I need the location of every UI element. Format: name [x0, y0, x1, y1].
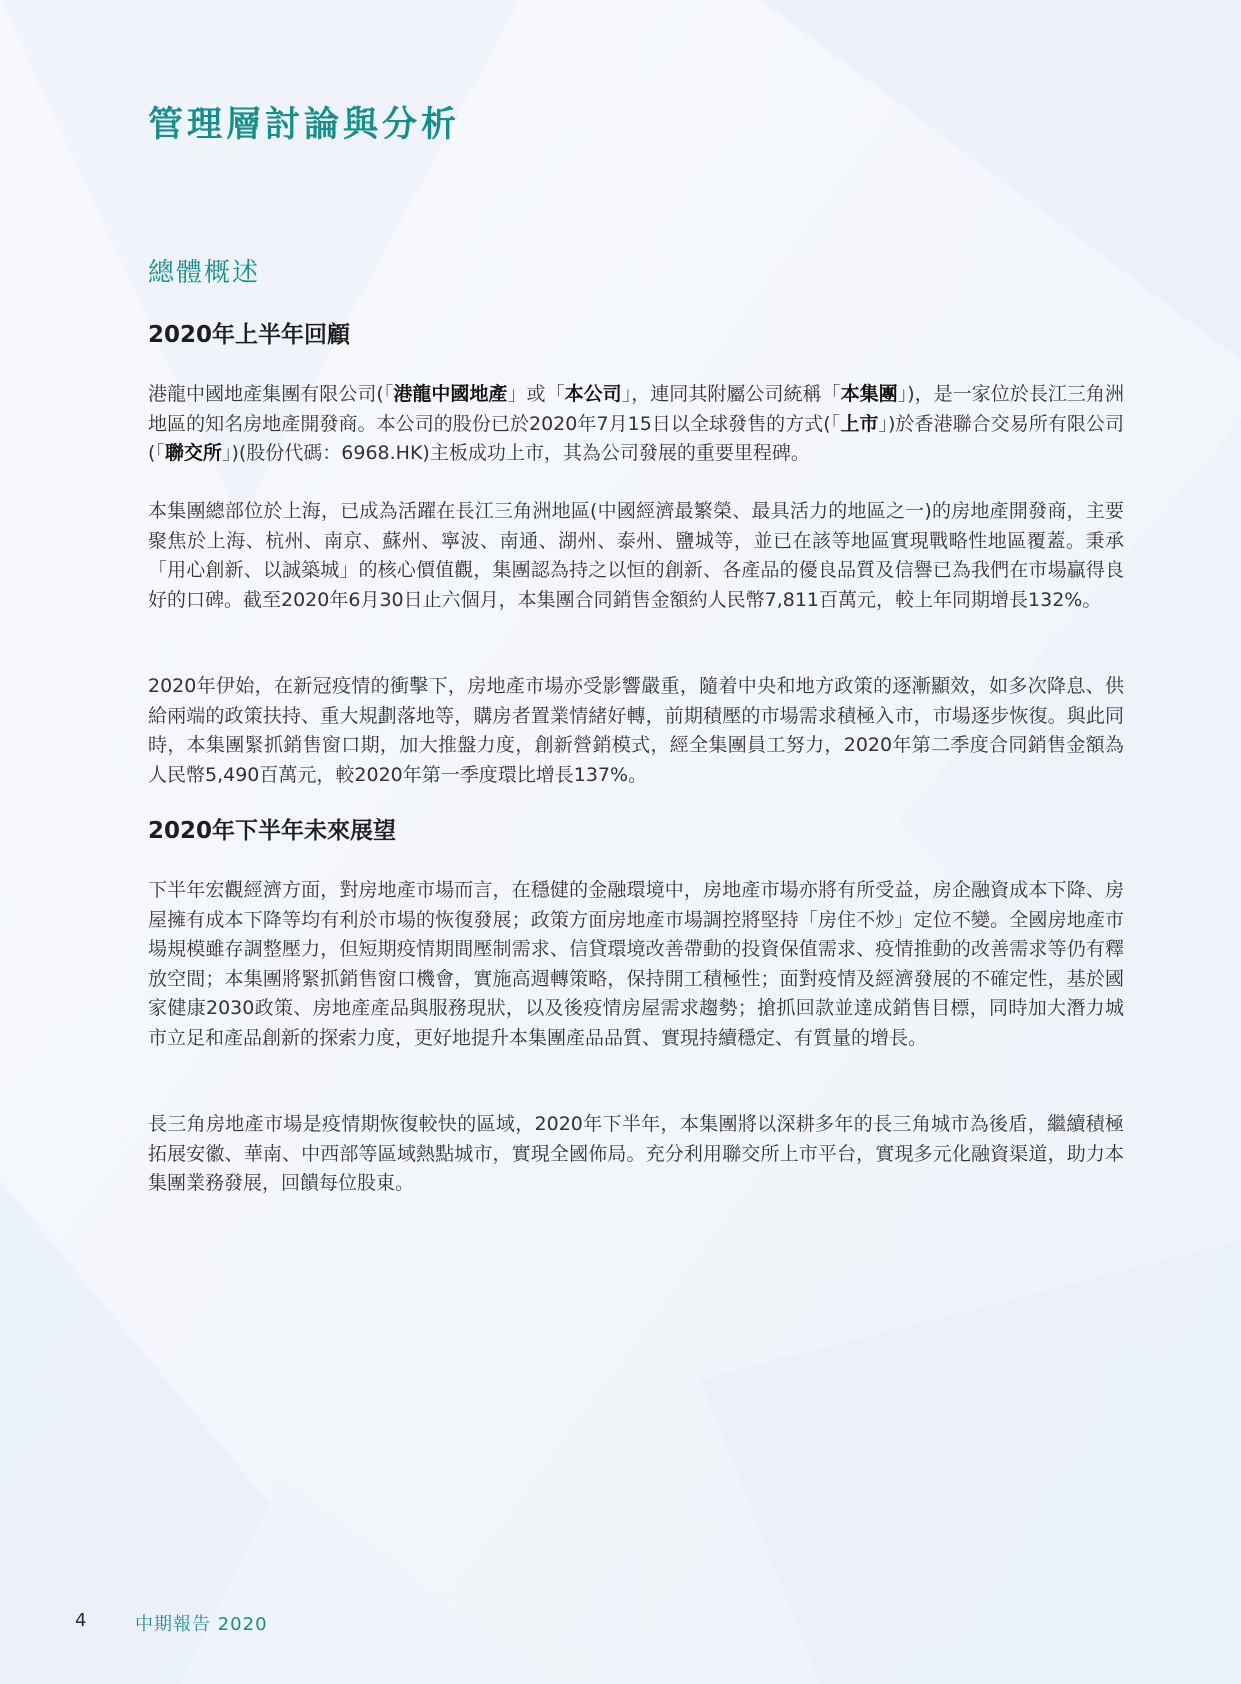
paragraph-headquarters: 本集團總部位於上海，已成為活躍在長江三角洲地區(中國經濟最繁榮、最具活力的地區之一)的房地產開發商，主要聚焦於上海、杭州、南京、蘇州、寧波、南通、湖州、泰州、鹽城等，並已在該等地區實現戰略性地區覆蓋。秉承「用心創新、以誠築城」的核心價值觀，集團認為持之以恒的創新、各產品的優良品質及信譽已為我們在市場贏得良好的口碑。截至2020年6月30日止六個月，本集團合同銷售金額約人民幣7,811百萬元，較上年同期增長132%。 — [148, 500, 1124, 611]
term-bold: 港龍中國地產 — [393, 383, 508, 405]
page-title: 管理層討論與分析 — [148, 105, 461, 145]
term-bold: 本公司 — [564, 383, 622, 405]
paragraph-company-intro — [148, 380, 1124, 469]
paragraph-macro-outlook: 下半年宏觀經濟方面，對房地產市場而言，在穩健的金融環境中，房地產市場亦將有所受益，房企融資成本下降、房屋擁有成本下降等均有利於市場的恢復發展；政策方面房地產市場調控將堅持「房住不炒」定位不變。全國房地產市場規模雖存調整壓力，但短期疫情期間壓制需求、信貸環境改善帶動的投資保值需求、疫情推動的改善需求等仍有釋放空間；本集團將緊抓銷售窗口機會，實施高週轉策略，保持開工積極性；面對疫情及經濟發展的不確定性，基於國家健康2030政策、房地產產品與服務現狀，以及後疫情房屋需求趨勢；搶抓回款並達成銷售目標，同時加大潛力城市立足和產品創新的探索力度，更好地提升本集團產品品質、實現持續穩定、有質量的增長。 — [148, 879, 1124, 1049]
paragraph-market-recovery: 2020年伊始，在新冠疫情的衝擊下，房地產市場亦受影響嚴重，隨着中央和地方政策的逐漸顯效，如多次降息、供給兩端的政策扶持、重大規劃落地等，購房者置業情緒好轉，前期積壓的市場需求積極入市，市場逐步恢復。與此同時，本集團緊抓銷售窗口期，加大推盤力度，創新營銷模式，經全集團員工努力，2020年第二季度合同銷售金額為人民幣5,490百萬元，較2020年第一季度環比增長137%。 — [148, 675, 1124, 786]
text-run: 」)於香港聯合交易所有限公司(「 — [148, 412, 1124, 464]
text-run: 」，連同其附屬公司統稱「 — [621, 383, 841, 405]
page-number: 4 — [75, 1610, 87, 1631]
text-run: 港龍中國地產集團有限公司(「 — [148, 383, 394, 405]
paragraph-yrd-strategy: 長三角房地產市場是疫情期恢復較快的區域，2020年下半年，本集團將以深耕多年的長三角城市為後盾，繼續積極拓展安徽、華南、中西部等區域熱點城市，實現全國佈局。充分利用聯交所上市平台，實現多元化融資渠道，助力本集團業務發展，回饋每位股東。 — [148, 1113, 1124, 1194]
heading-second-half-outlook: 2020年下半年未來展望 — [148, 818, 397, 844]
report-label: 中期報告 2020 — [135, 1614, 268, 1635]
term-bold: 聯交所 — [164, 442, 222, 464]
text-run: 」)，是一家位於長江三角洲地區的知名房地產開發商。本公司的股份已於2020年7月15日以全球發售的方式(「 — [148, 383, 1124, 435]
text-run: 」或「 — [507, 383, 565, 405]
heading-first-half-review: 2020年上半年回顧 — [148, 322, 351, 348]
text-run: 」)(股份代碼：6968.HK)主板成功上市，其為公司發展的重要里程碑。 — [221, 442, 810, 464]
term-bold: 本集團 — [840, 383, 898, 405]
section-title-overview: 總體概述 — [148, 258, 261, 288]
term-bold: 上市 — [840, 412, 879, 435]
